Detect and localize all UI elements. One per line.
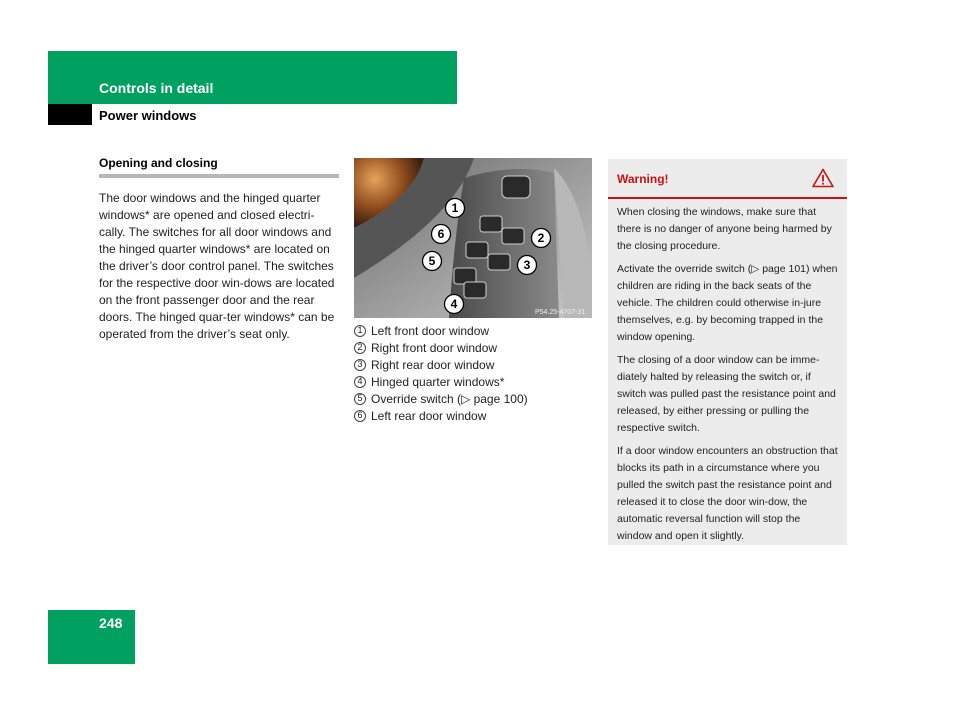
legend-text: Override switch (▷ page 100) [371,391,528,406]
callout-3: 3 [523,258,531,272]
intro-column [99,156,339,343]
subsection-title: Power windows [99,108,197,123]
legend-text: Left front door window [371,323,490,338]
warning-paragraph: If a door window encounters an obstruction that blocks its path in a circumstance where you pulled the switch past the resistance point and released it to close the door win-dow, the automatic reversal function will stop the window and open it slightly. [617,445,838,542]
legend-text: Left rear door window [371,408,487,423]
legend-item [354,322,594,339]
legend-item [354,356,594,373]
legend-item [354,407,594,424]
warning-header [608,159,847,199]
figure-legend [354,322,594,424]
legend-text: Right rear door window [371,357,495,372]
legend-item [354,390,594,407]
intro-paragraph: The door windows and the hinged quarter windows* are opened and closed electri-cally. The switches for all door windows and the hinged quarter windows* are located on the driver’s door control panel. The switches for the respective door win-dows are located on the front passenger door and the rear doors. The hinged quar-ter windows* can be operated from the driver’s seat only. [99,191,335,341]
section-title: Controls in detail [99,80,214,96]
door-control-panel-figure [354,158,592,318]
warning-title: Warning! [617,172,669,186]
door-panel-illustration [354,158,592,318]
warning-paragraph: When closing the windows, make sure that there is no danger of anyone being harmed by the closing procedure. [617,206,832,252]
legend-number: 4 [354,376,366,388]
callout-4: 4 [450,297,458,311]
legend-number: 6 [354,410,366,422]
image-code: P54.25-4707-31 [535,309,586,316]
callout-2: 2 [537,231,545,245]
legend-item [354,373,594,390]
section-header-bar [48,51,457,104]
callout-1: 1 [451,201,459,215]
legend-number: 5 [354,393,366,405]
page-number: 248 [99,615,123,631]
warning-paragraph: The closing of a door window can be imme-diately halted by releasing the switch or, if switch was pulled past the resistance point and released, by either pressing or pulling the respective switch. [617,354,836,434]
intro-heading: Opening and closing [99,156,339,178]
warning-paragraph: Activate the override switch (▷ page 101) when children are riding in the back seats of the vehicle. The children could otherwise in-jure themselves, e.g. by becoming trapped in the window opening. [617,263,838,343]
warning-triangle-icon [812,168,834,193]
legend-number: 3 [354,359,366,371]
warning-body [608,199,847,545]
legend-number: 2 [354,342,366,354]
legend-number: 1 [354,325,366,337]
legend-text: Hinged quarter windows* [371,374,505,389]
legend-item [354,339,594,356]
callout-6: 6 [437,227,445,241]
subsection-marker [48,104,92,125]
legend-text: Right front door window [371,340,498,355]
warning-box [608,159,847,545]
callout-5: 5 [428,254,436,268]
